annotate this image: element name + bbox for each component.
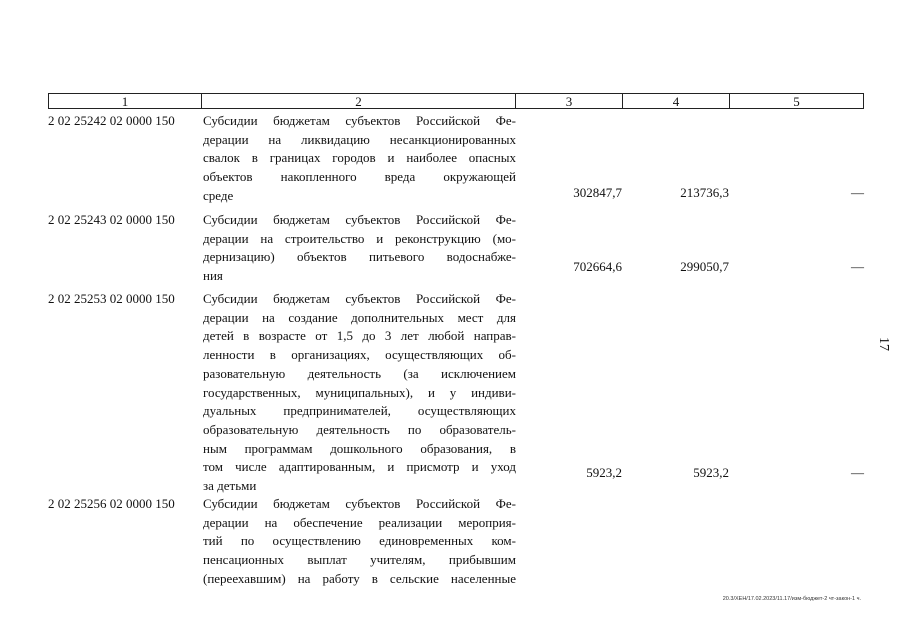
table-header xyxy=(48,93,864,109)
value-col-5: — xyxy=(851,465,864,480)
page-number: 17 xyxy=(876,337,891,351)
row-description xyxy=(203,112,516,206)
description-line: объектов накопленного вреда окружающей xyxy=(203,169,516,185)
description-line: разовательную деятельность (за исключением xyxy=(203,365,516,381)
document-footer: 20.3/ХЕН/17.02.2023/11.17/изм-бюджет-2 чт-закон-1 ч. xyxy=(722,596,861,602)
value-col-5: — xyxy=(851,185,864,200)
description-line: дерации на строительство и реконструкцию (мо- xyxy=(203,230,516,246)
description-line: дерации на ликвидацию несанкционированных xyxy=(203,131,516,147)
row-description xyxy=(203,211,516,286)
description-line: детей в возрасте от 1,5 до 3 лет любой направ- xyxy=(203,328,516,344)
row-description xyxy=(203,495,516,589)
value-col-3: 302847,7 xyxy=(573,185,622,200)
description-line: пенсационных выплат учителям, прибывшим xyxy=(203,552,516,568)
description-line: за детьми xyxy=(203,478,257,494)
description-line: ным программам дошкольного образования, в xyxy=(203,440,516,456)
header-col-4: 4 xyxy=(623,94,730,108)
value-col-3: 5923,2 xyxy=(586,465,622,480)
description-line: Субсидии бюджетам субъектов Российской Фе- xyxy=(203,113,516,128)
header-col-1: 1 xyxy=(49,94,202,108)
description-line: Субсидии бюджетам субъектов Российской Фе- xyxy=(203,212,516,227)
row-description xyxy=(203,290,516,496)
value-col-3: 702664,6 xyxy=(573,259,622,274)
description-line: среде xyxy=(203,187,234,203)
description-line: Субсидии бюджетам субъектов Российской Фе- xyxy=(203,291,516,306)
budget-code: 2 02 25253 02 0000 150 xyxy=(48,291,175,306)
value-col-4: 5923,2 xyxy=(693,465,729,480)
budget-code: 2 02 25243 02 0000 150 xyxy=(48,212,175,227)
description-line: том числе адаптированным, и присмотр и уход xyxy=(203,459,516,475)
description-line: государственных, муниципальных), и у индиви- xyxy=(203,384,516,400)
description-line: (переехавшим) на работу в сельские населенные xyxy=(203,570,516,586)
value-col-5: — xyxy=(851,259,864,274)
value-col-4: 299050,7 xyxy=(680,259,729,274)
description-line: ленности в организациях, осуществляющих об- xyxy=(203,347,516,363)
header-col-2: 2 xyxy=(202,94,516,108)
description-line: свалок в границах городов и наиболее опасных xyxy=(203,150,516,166)
description-line: образовательную деятельность по образователь- xyxy=(203,421,516,437)
description-line: дерации на обеспечение реализации мероприя- xyxy=(203,514,516,530)
budget-code: 2 02 25242 02 0000 150 xyxy=(48,113,175,128)
description-line: дуальных предпринимателей, осуществляющих xyxy=(203,403,516,419)
description-line: дернизацию) объектов питьевого водоснабже- xyxy=(203,249,516,265)
header-col-3: 3 xyxy=(516,94,623,108)
description-line: тий по осуществлению единовременных ком- xyxy=(203,533,516,549)
header-col-5: 5 xyxy=(793,94,800,109)
description-line: Субсидии бюджетам субъектов Российской Фе- xyxy=(203,496,516,511)
description-line: дерации на создание дополнительных мест для xyxy=(203,309,516,325)
description-line: ния xyxy=(203,268,223,284)
value-col-4: 213736,3 xyxy=(680,185,729,200)
budget-code: 2 02 25256 02 0000 150 xyxy=(48,496,175,511)
